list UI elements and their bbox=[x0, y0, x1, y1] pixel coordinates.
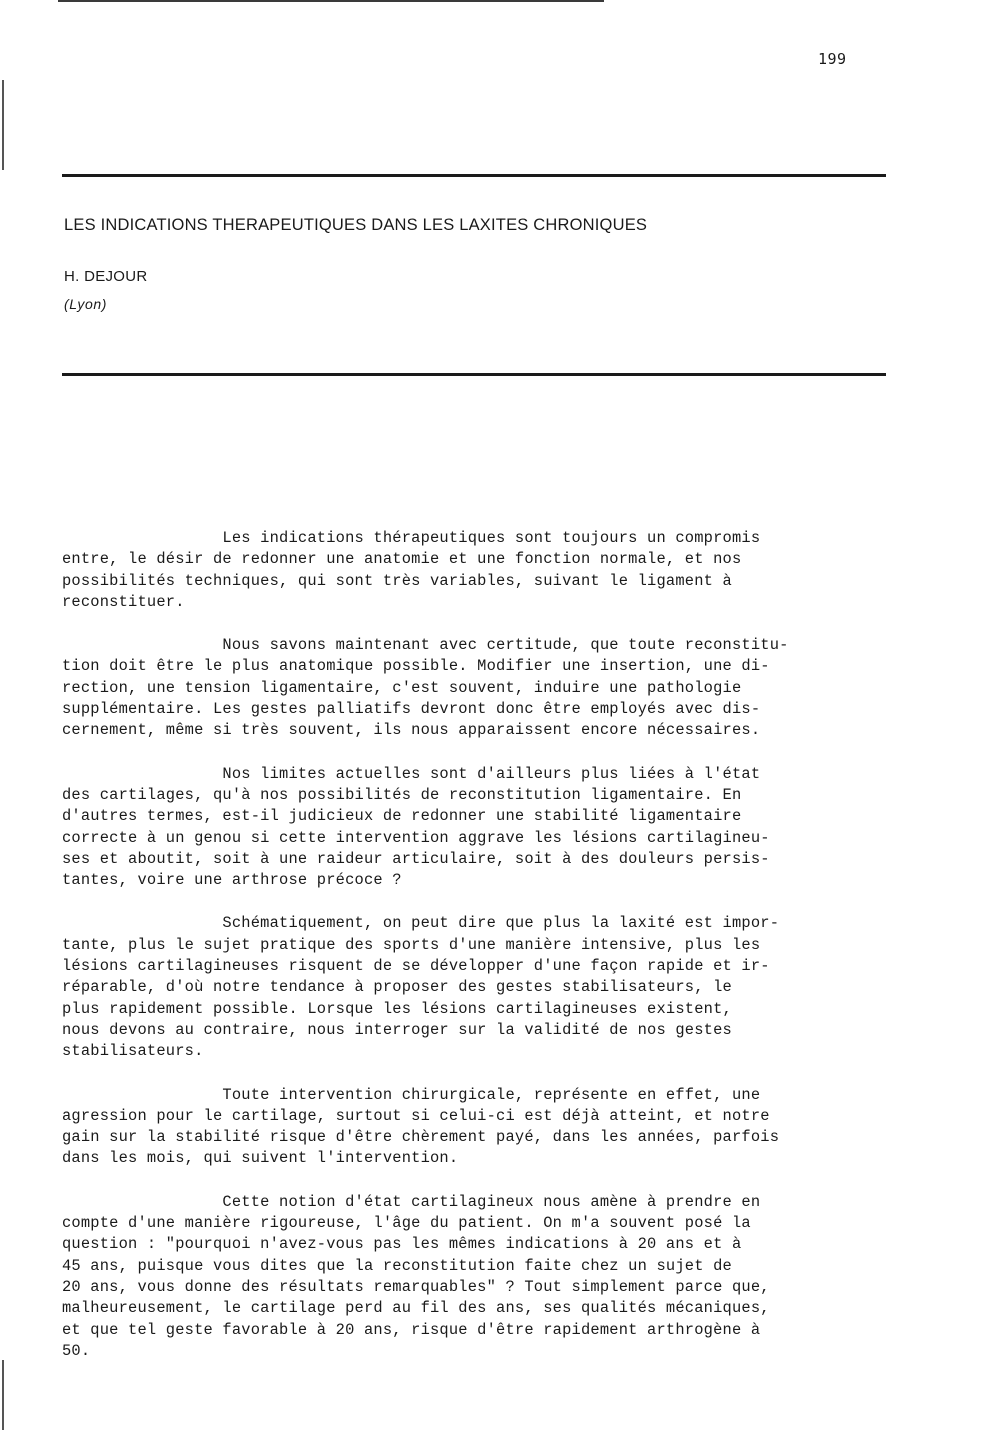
text-line: possibilités techniques, qui sont très variables, suivant le ligament à bbox=[62, 571, 732, 590]
paragraph bbox=[62, 913, 874, 1062]
author-name: H. DEJOUR bbox=[64, 268, 148, 285]
text-line: supplémentaire. Les gestes palliatifs devront donc être employés avec dis- bbox=[62, 700, 761, 719]
paragraph bbox=[62, 764, 874, 892]
text-line: d'autres termes, est-il judicieux de redonner une stabilité ligamentaire bbox=[62, 807, 742, 826]
page-number: 199 bbox=[818, 50, 847, 68]
text-line: Cette notion d'état cartilagineux nous amène à prendre en bbox=[62, 1192, 761, 1211]
text-line: dans les mois, qui suivent l'intervention. bbox=[62, 1149, 459, 1168]
text-line: tion doit être le plus anatomique possible. Modifier une insertion, une di- bbox=[62, 657, 770, 676]
text-line: des cartilages, qu'à nos possibilités de reconstitution ligamentaire. En bbox=[62, 785, 742, 804]
text-line: Les indications thérapeutiques sont toujours un compromis bbox=[62, 529, 761, 547]
article-body bbox=[62, 528, 874, 1384]
text-line: malheureusement, le cartilage perd au fil des ans, ses qualités mécaniques, bbox=[62, 1299, 770, 1318]
text-line: agression pour le cartilage, surtout si celui-ci est déjà atteint, et notre bbox=[62, 1106, 770, 1125]
text-line: plus rapidement possible. Lorsque les lésions cartilagineuses existent, bbox=[62, 999, 732, 1018]
article-title: LES INDICATIONS THERAPEUTIQUES DANS LES LAXITES CHRONIQUES bbox=[64, 216, 648, 234]
left-margin-mark bbox=[2, 1360, 4, 1430]
author-affiliation: (Lyon) bbox=[64, 296, 108, 312]
text-line: gain sur la stabilité risque d'être chèrement payé, dans les années, parfois bbox=[62, 1128, 780, 1147]
text-line: Schématiquement, on peut dire que plus la laxité est impor- bbox=[62, 914, 780, 933]
paragraph bbox=[62, 528, 874, 613]
header-rule-bottom bbox=[62, 373, 886, 376]
paragraph bbox=[62, 635, 874, 741]
text-line: question : "pourquoi n'avez-vous pas les mêmes indications à 20 ans et à bbox=[62, 1235, 742, 1254]
text-line: tante, plus le sujet pratique des sports d'une manière intensive, plus les bbox=[62, 935, 761, 954]
text-line: stabilisateurs. bbox=[62, 1042, 204, 1061]
text-line: lésions cartilagineuses risquent de se développer d'une façon rapide et ir- bbox=[62, 957, 770, 976]
text-line: réparable, d'où notre tendance à proposer des gestes stabilisateurs, le bbox=[62, 978, 732, 997]
text-line: entre, le désir de redonner une anatomie et une fonction normale, et nos bbox=[62, 550, 742, 569]
text-line: ses et aboutit, soit à une raideur articulaire, soit à des douleurs persis- bbox=[62, 849, 770, 868]
text-line: compte d'une manière rigoureuse, l'âge du patient. On m'a souvent posé la bbox=[62, 1214, 751, 1233]
text-line: 45 ans, puisque vous dites que la reconstitution faite chez un sujet de bbox=[62, 1256, 732, 1275]
text-line: Toute intervention chirurgicale, représente en effet, une bbox=[62, 1085, 761, 1104]
text-line: nous devons au contraire, nous interroger sur la validité de nos gestes bbox=[62, 1020, 732, 1039]
paragraph bbox=[62, 1085, 874, 1170]
text-line: rection, une tension ligamentaire, c'est souvent, induire une pathologie bbox=[62, 678, 742, 697]
text-line: Nos limites actuelles sont d'ailleurs plus liées à l'état bbox=[62, 764, 761, 783]
text-line: 20 ans, vous donne des résultats remarquables" ? Tout simplement parce que, bbox=[62, 1277, 770, 1296]
text-line: tantes, voire une arthrose précoce ? bbox=[62, 871, 402, 890]
top-edge-rule bbox=[58, 0, 604, 2]
text-line: reconstituer. bbox=[62, 592, 185, 611]
text-line: 50. bbox=[62, 1341, 91, 1360]
left-margin-mark bbox=[2, 80, 4, 170]
text-line: et que tel geste favorable à 20 ans, risque d'être rapidement arthrogène à bbox=[62, 1320, 761, 1339]
text-line: cernement, même si très souvent, ils nous apparaissent encore nécessaires. bbox=[62, 721, 761, 740]
header-rule-top bbox=[62, 174, 886, 177]
text-line: correcte à un genou si cette intervention aggrave les lésions cartilagineu- bbox=[62, 828, 770, 847]
paragraph bbox=[62, 1192, 874, 1362]
text-line: Nous savons maintenant avec certitude, que toute reconstitu- bbox=[62, 636, 789, 655]
